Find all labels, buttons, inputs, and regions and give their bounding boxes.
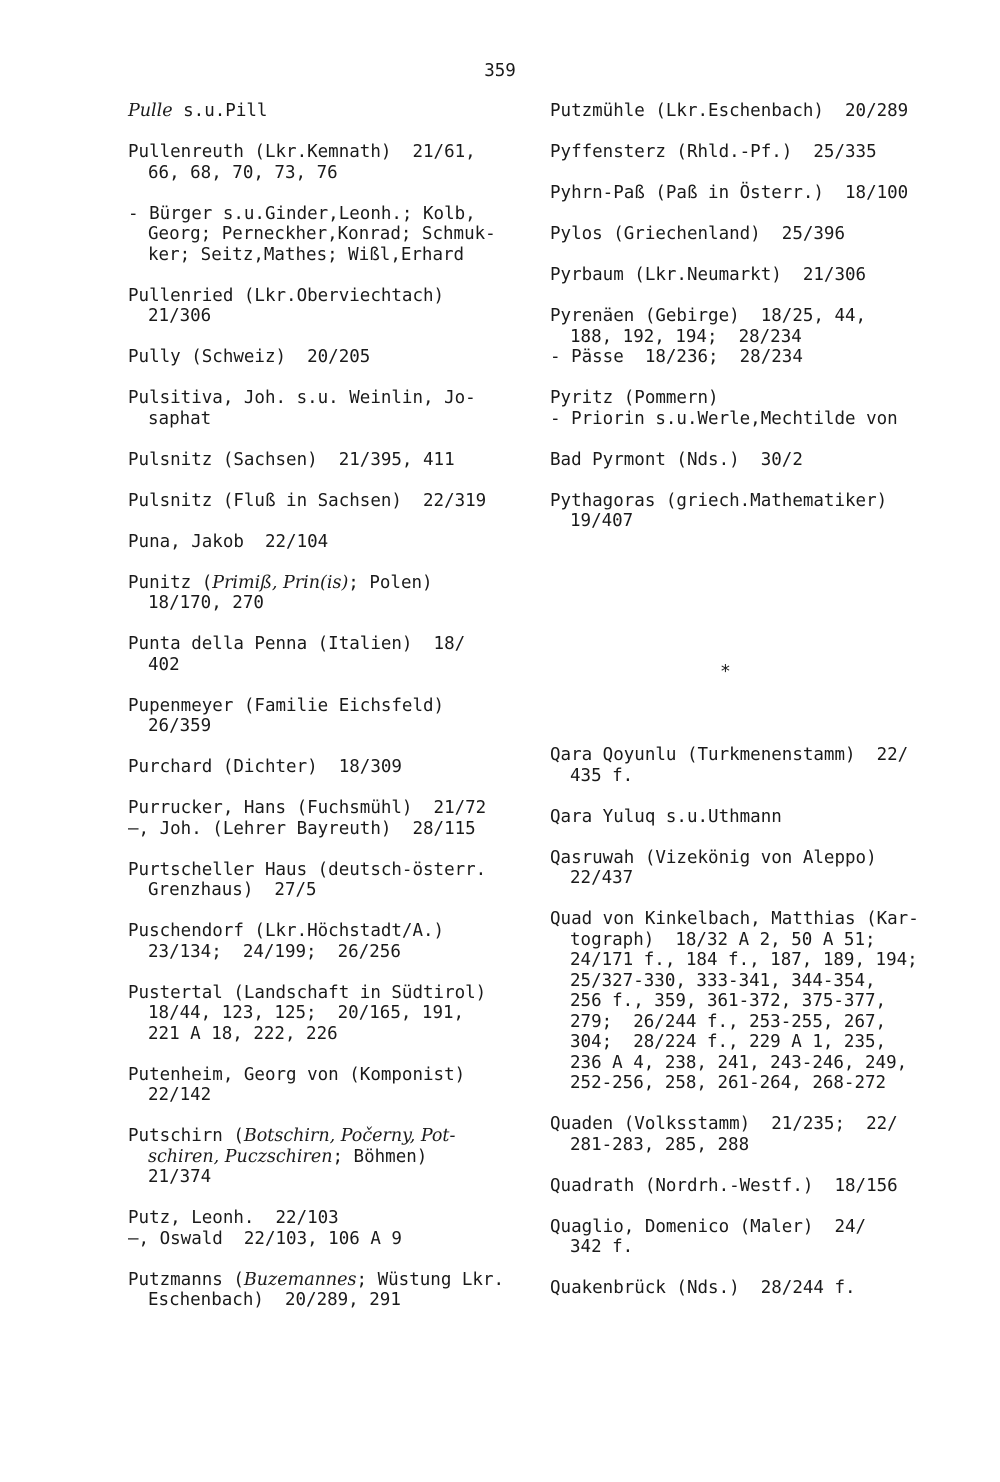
entry-text: Grenzhaus) 27/5 <box>148 880 317 900</box>
entry-text: Pullenried (Lkr.Oberviechtach) <box>128 285 445 306</box>
index-entry-line <box>550 909 930 930</box>
index-entry-line <box>550 450 930 471</box>
index-entry <box>550 745 930 786</box>
index-entry-line <box>550 1114 930 1135</box>
index-entry <box>550 101 930 122</box>
entry-text: ; Polen) <box>348 572 433 593</box>
index-entry-line <box>128 409 508 430</box>
entry-text: Pylos (Griechenland) 25/396 <box>550 224 846 244</box>
entry-text: s.u.Pill <box>172 101 268 121</box>
index-entry <box>128 142 508 183</box>
index-entry-line <box>128 163 508 184</box>
index-entry-line <box>128 1290 508 1311</box>
index-entry-line <box>550 101 930 122</box>
index-entry-line <box>550 1012 930 1033</box>
entry-text: - Pässe 18/236; 28/234 <box>550 347 803 367</box>
index-entry-line <box>550 1278 930 1299</box>
index-entry <box>550 848 930 889</box>
index-entry <box>128 757 508 778</box>
entry-text: Quaden (Volksstamm) 21/235; 22/ <box>550 1114 898 1134</box>
index-entry-line <box>550 306 930 327</box>
index-column-right <box>550 101 930 1298</box>
index-entry-line <box>550 1135 930 1156</box>
index-entry <box>550 807 930 828</box>
entry-text: 342 f. <box>570 1237 634 1257</box>
entry-text: Quaglio, Domenico (Maler) 24/ <box>550 1216 867 1237</box>
italic-text: Buzemannes <box>243 1269 357 1290</box>
entry-text: 25/327-330, 333-341, 344-354, <box>570 970 876 991</box>
italic-text: Botschirn, Počerny, Pot- <box>243 1126 456 1146</box>
entry-text: ; Böhmen) <box>332 1146 428 1167</box>
index-entry <box>128 860 508 901</box>
index-entry-line <box>550 224 930 245</box>
entry-text: - Priorin s.u.Werle,Mechtilde von <box>550 408 898 429</box>
index-entry-line <box>550 1053 930 1074</box>
entry-text: 66, 68, 70, 73, 76 <box>148 162 338 183</box>
entry-text: Pulsitiva, Joh. s.u. Weinlin, Jo- <box>128 388 476 408</box>
entry-text: Putschirn ( <box>128 1126 244 1146</box>
entry-text: 22/437 <box>570 868 634 888</box>
index-entry-line <box>128 450 508 471</box>
index-entry <box>128 101 508 122</box>
index-entry-line <box>550 1217 930 1238</box>
entry-text: 24/171 f., 184 f., 187, 189, 194; <box>570 950 918 970</box>
entry-text: ; Wüstung Lkr. <box>356 1269 505 1290</box>
index-entry <box>128 573 508 614</box>
index-entry <box>550 224 930 245</box>
index-entry-line <box>128 655 508 676</box>
index-entry-line <box>128 716 508 737</box>
index-entry-line <box>128 593 508 614</box>
index-entry <box>128 204 508 266</box>
index-entry-line <box>550 388 930 409</box>
index-entry-line <box>550 327 930 348</box>
entry-text: - Bürger s.u.Ginder,Leonh.; Kolb, <box>128 203 476 224</box>
index-entry-line <box>128 634 508 655</box>
entry-text: saphat <box>148 408 212 429</box>
index-entry-line <box>128 1208 508 1229</box>
entry-text: Pustertal (Landschaft in Südtirol) <box>128 982 487 1003</box>
entry-text: 23/134; 24/199; 26/256 <box>148 941 401 962</box>
entry-text: 304; 28/224 f., 229 A 1, 235, <box>570 1032 887 1052</box>
index-entry-line <box>550 511 930 532</box>
index-entry-line <box>128 983 508 1004</box>
index-entry-line <box>128 306 508 327</box>
index-entry-line <box>128 142 508 163</box>
index-entry-line <box>550 766 930 787</box>
index-entry-line <box>550 409 930 430</box>
entry-text: Puna, Jakob 22/104 <box>128 531 329 552</box>
index-entry-line <box>128 1147 508 1168</box>
index-entry <box>128 286 508 327</box>
index-entry-line <box>128 942 508 963</box>
index-entry-line <box>128 1167 508 1188</box>
entry-text: 26/359 <box>148 716 212 736</box>
entry-text: Purchard (Dichter) 18/309 <box>128 757 402 777</box>
index-entry <box>128 798 508 839</box>
entry-text: Pyrbaum (Lkr.Neumarkt) 21/306 <box>550 265 867 285</box>
index-entry-line <box>128 798 508 819</box>
index-entry <box>550 1176 930 1197</box>
italic-text: Primiß, Prin(is) <box>212 572 349 593</box>
entry-text: Purrucker, Hans (Fuchsmühl) 21/72 <box>128 798 487 818</box>
entry-text: 281-283, 285, 288 <box>570 1134 750 1155</box>
index-entry <box>128 1270 508 1311</box>
entry-text: —, Joh. (Lehrer Bayreuth) 28/115 <box>128 818 476 839</box>
entry-text: Pupenmeyer (Familie Eichsfeld) <box>128 695 445 716</box>
entry-text: Quakenbrück (Nds.) 28/244 f. <box>550 1278 856 1298</box>
index-entry <box>550 142 930 163</box>
index-entry-line <box>128 1065 508 1086</box>
index-group-q <box>550 745 930 1319</box>
index-entry <box>128 983 508 1045</box>
entry-text: 18/170, 270 <box>148 593 264 613</box>
entry-text: Qara Qoyunlu (Turkmenenstamm) 22/ <box>550 745 909 765</box>
entry-text: 236 A 4, 238, 241, 243-246, 249, <box>570 1052 908 1073</box>
index-entry-line <box>128 573 508 594</box>
index-entry-line <box>128 819 508 840</box>
entry-text: Pully (Schweiz) 20/205 <box>128 347 371 367</box>
entry-text: Putzmühle (Lkr.Eschenbach) 20/289 <box>550 101 909 121</box>
index-entry <box>550 909 930 1094</box>
entry-text: 18/44, 123, 125; 20/165, 191, <box>148 1003 465 1023</box>
index-entry-line <box>128 1270 508 1291</box>
index-entry <box>550 1278 930 1299</box>
entry-text: Pyffensterz (Rhld.-Pf.) 25/335 <box>550 142 877 162</box>
index-entry-line <box>550 1073 930 1094</box>
entry-text: Punitz ( <box>128 572 213 593</box>
index-entry-line <box>128 880 508 901</box>
index-entry <box>128 388 508 429</box>
entry-text: Quad von Kinkelbach, Matthias (Kar- <box>550 909 919 929</box>
entry-text: 22/142 <box>148 1085 212 1105</box>
index-entry <box>128 1065 508 1106</box>
entry-text: ker; Seitz,Mathes; Wißl,Erhard <box>148 244 465 265</box>
index-entry-line <box>128 388 508 409</box>
index-entry <box>550 1114 930 1155</box>
entry-text: Quadrath (Nordrh.-Westf.) 18/156 <box>550 1175 898 1196</box>
index-entry <box>550 491 930 532</box>
index-entry-line <box>550 347 930 368</box>
index-entry-line <box>128 696 508 717</box>
page-number: 359 <box>484 61 516 81</box>
entry-text: Qara Yuluq s.u.Uthmann <box>550 806 782 827</box>
index-entry-line <box>550 1176 930 1197</box>
entry-text: Eschenbach) 20/289, 291 <box>148 1290 401 1310</box>
entry-text: Putenheim, Georg von (Komponist) <box>128 1064 466 1085</box>
entry-text: 188, 192, 194; 28/234 <box>570 326 802 347</box>
index-entry-line <box>128 860 508 881</box>
index-entry-line <box>128 347 508 368</box>
index-entry <box>128 921 508 962</box>
index-entry <box>550 450 930 471</box>
index-entry-line <box>550 1237 930 1258</box>
entry-text: Pulsnitz (Sachsen) 21/395, 411 <box>128 449 455 470</box>
index-entry <box>128 532 508 553</box>
entry-text: Qasruwah (Vizekönig von Aleppo) <box>550 847 877 868</box>
index-entry-line <box>128 532 508 553</box>
index-entry-line <box>128 921 508 942</box>
index-entry-line <box>128 1229 508 1250</box>
italic-text: schiren, Puczschiren <box>148 1146 333 1167</box>
index-entry <box>128 491 508 512</box>
index-entry-line <box>128 101 508 122</box>
index-entry <box>128 696 508 737</box>
section-separator: * <box>720 661 731 682</box>
index-entry-line <box>550 265 930 286</box>
index-entry-line <box>550 183 930 204</box>
index-entry <box>128 634 508 675</box>
index-entry-line <box>128 204 508 225</box>
entry-text: 402 <box>148 654 180 675</box>
index-entry-line <box>550 1032 930 1053</box>
entry-text: Putz, Leonh. 22/103 <box>128 1208 339 1228</box>
index-entry-line <box>550 950 930 971</box>
entry-text: 21/306 <box>148 306 212 326</box>
index-entry-line <box>128 1003 508 1024</box>
entry-text: Georg; Perneckher,Konrad; Schmuk- <box>148 224 496 244</box>
entry-text: 279; 26/244 f., 253-255, 267, <box>570 1011 887 1032</box>
index-entry-line <box>550 807 930 828</box>
entry-text: Putzmanns ( <box>128 1269 244 1290</box>
index-entry <box>550 1217 930 1258</box>
entry-text: Pyhrn-Paß (Paß in Österr.) 18/100 <box>550 183 909 203</box>
index-entry <box>550 265 930 286</box>
entry-text: 19/407 <box>570 511 634 531</box>
index-entry-line <box>128 1024 508 1045</box>
index-entry-line <box>128 491 508 512</box>
index-entry-line <box>128 1085 508 1106</box>
index-entry <box>128 450 508 471</box>
index-entry-line <box>550 491 930 512</box>
entry-text: 21/374 <box>148 1167 212 1187</box>
entry-text: tograph) 18/32 A 2, 50 A 51; <box>570 929 876 950</box>
italic-text: Pulle <box>128 101 173 121</box>
entry-text: 256 f., 359, 361-372, 375-377, <box>570 991 887 1011</box>
entry-text: Pyrenäen (Gebirge) 18/25, 44, <box>550 306 867 326</box>
index-group-p <box>550 101 930 532</box>
index-entry-line <box>550 868 930 889</box>
index-entry <box>128 347 508 368</box>
entry-text: 435 f. <box>570 765 634 786</box>
entry-text: Punta della Penna (Italien) 18/ <box>128 634 466 654</box>
index-entry-line <box>128 245 508 266</box>
entry-text: Purtscheller Haus (deutsch-österr. <box>128 859 487 880</box>
index-entry-line <box>550 991 930 1012</box>
index-entry <box>550 388 930 429</box>
index-entry-line <box>128 757 508 778</box>
index-entry-line <box>550 745 930 766</box>
index-entry-line <box>550 142 930 163</box>
index-entry-line <box>550 930 930 951</box>
entry-text: Puschendorf (Lkr.Höchstadt/A.) <box>128 921 445 941</box>
entry-text: Pythagoras (griech.Mathematiker) <box>550 490 888 511</box>
entry-text: Pyritz (Pommern) <box>550 388 719 408</box>
index-entry <box>128 1126 508 1188</box>
index-entry-line <box>550 848 930 869</box>
index-entry-line <box>128 1126 508 1147</box>
entry-text: Pulsnitz (Fluß in Sachsen) 22/319 <box>128 490 487 511</box>
entry-text: —, Oswald 22/103, 106 A 9 <box>128 1228 402 1249</box>
index-entry <box>550 183 930 204</box>
entry-text: Bad Pyrmont (Nds.) 30/2 <box>550 449 803 470</box>
entry-text: Pullenreuth (Lkr.Kemnath) 21/61, <box>128 142 476 162</box>
index-entry <box>128 1208 508 1249</box>
index-column-left <box>128 101 508 1331</box>
index-entry-line <box>128 224 508 245</box>
index-entry-line <box>128 286 508 307</box>
index-entry <box>550 306 930 368</box>
entry-text: 252-256, 258, 261-264, 268-272 <box>570 1073 887 1093</box>
entry-text: 221 A 18, 222, 226 <box>148 1023 338 1044</box>
index-entry-line <box>550 971 930 992</box>
